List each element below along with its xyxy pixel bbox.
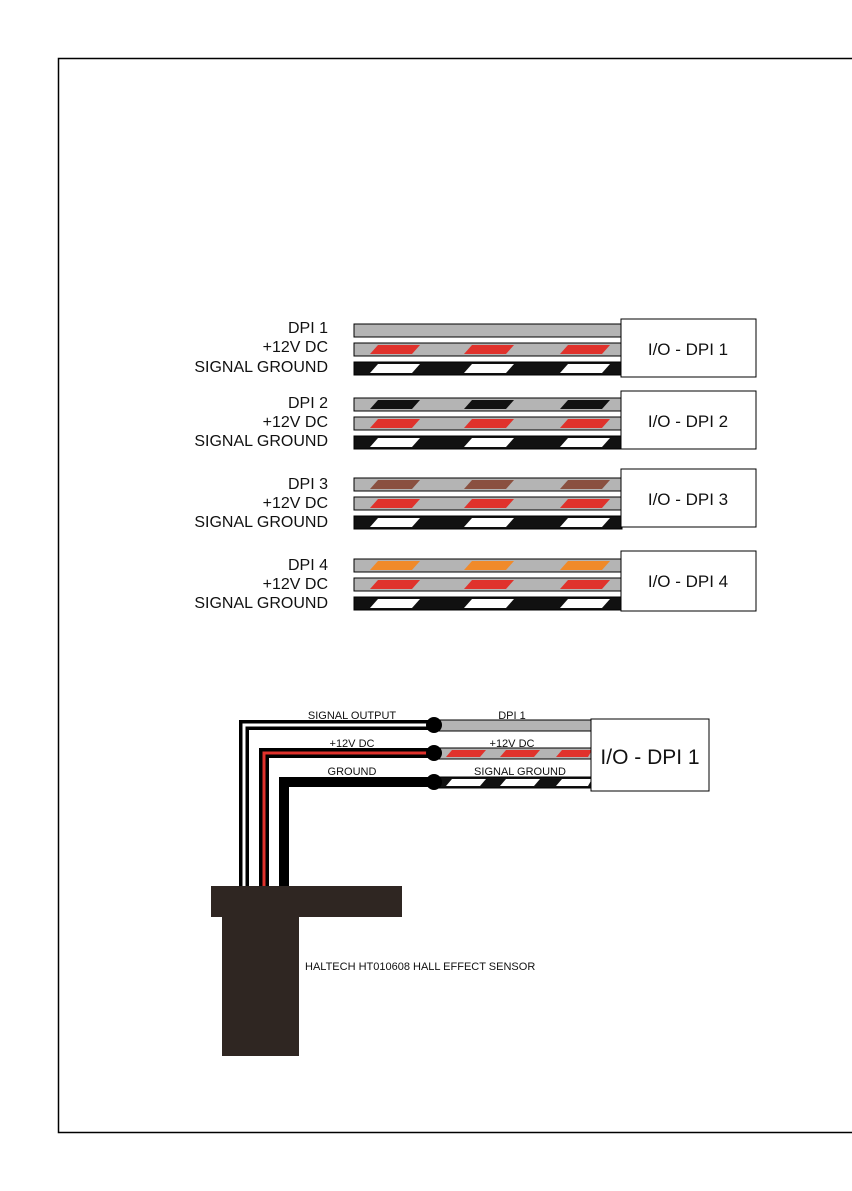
wire-stripe xyxy=(464,599,514,608)
wire-label-12v: +12V DC xyxy=(262,339,328,356)
wire-stripe xyxy=(560,518,610,527)
wire-stripe xyxy=(370,438,420,447)
wire-dpi-1 xyxy=(354,324,622,337)
wire-label-12v: +12V DC xyxy=(262,495,328,512)
wire-label-12v: +12V DC xyxy=(262,414,328,431)
wire-label-signal-ground: SIGNAL GROUND xyxy=(194,433,328,450)
wire-stripe xyxy=(464,438,514,447)
wire-label-signal-ground: SIGNAL GROUND xyxy=(194,595,328,612)
wire-stripe xyxy=(556,779,592,786)
io-box-label: I/O - DPI 2 xyxy=(647,412,729,431)
wire-stripe xyxy=(464,561,514,570)
wire-stripe xyxy=(560,400,610,409)
io-box-label: I/O - DPI 3 xyxy=(647,490,729,509)
label-12v-right: +12V DC xyxy=(489,738,535,750)
label-ground: GROUND xyxy=(327,766,377,778)
junction-dot xyxy=(426,774,442,790)
wire-stripe xyxy=(500,779,540,786)
wire-stripe xyxy=(370,580,420,589)
wire-stripe xyxy=(560,599,610,608)
wire-label-12v: +12V DC xyxy=(262,576,328,593)
wire-stripe xyxy=(560,438,610,447)
wire-stripe xyxy=(560,419,610,428)
wire-stripe xyxy=(446,779,486,786)
sensor-body xyxy=(222,917,299,1056)
wire-stripe xyxy=(556,750,592,757)
wire-stripe xyxy=(370,364,420,373)
wire-label-dpi-2: DPI 2 xyxy=(287,395,328,412)
wire-label-dpi-1: DPI 1 xyxy=(287,320,328,337)
wire-stripe xyxy=(500,750,540,757)
wire-stripe xyxy=(560,364,610,373)
wire-group-dpi-3 xyxy=(194,469,756,531)
wire-stripe xyxy=(370,499,420,508)
sensor-flange xyxy=(211,886,402,917)
wire-stripe xyxy=(464,518,514,527)
wire-stripe xyxy=(446,750,486,757)
wire-stripe xyxy=(370,480,420,489)
wire-label-signal-ground: SIGNAL GROUND xyxy=(194,359,328,376)
wire-group-dpi-1 xyxy=(194,319,756,377)
wire-stripe xyxy=(464,480,514,489)
wire-group-dpi-4 xyxy=(194,551,756,612)
wire-stripe xyxy=(464,400,514,409)
wire-label-signal-ground: SIGNAL GROUND xyxy=(194,514,328,531)
wire-group-dpi-2 xyxy=(194,391,756,450)
label-signal-output: SIGNAL OUTPUT xyxy=(307,710,397,722)
wire-stripe xyxy=(464,364,514,373)
junction-dot xyxy=(426,745,442,761)
wire-stripe xyxy=(370,419,420,428)
wire-label-dpi-4: DPI 4 xyxy=(287,557,328,574)
wire-stripe xyxy=(464,499,514,508)
wire-stripe xyxy=(370,345,420,354)
junction-dot xyxy=(426,717,442,733)
wire-stripe xyxy=(370,599,420,608)
io-box-label: I/O - DPI 1 xyxy=(600,746,700,769)
io-box-label: I/O - DPI 1 xyxy=(647,340,729,359)
label-dpi-1: DPI 1 xyxy=(498,710,526,722)
wire-stripe xyxy=(560,580,610,589)
wire-stripe xyxy=(560,499,610,508)
wire-stripe xyxy=(560,480,610,489)
wire-stripe xyxy=(560,345,610,354)
wire-stripe xyxy=(464,580,514,589)
wire-stripe xyxy=(560,561,610,570)
sensor-wiring xyxy=(211,710,709,1056)
wire-stripe xyxy=(370,518,420,527)
label-12v-left: +12V DC xyxy=(329,738,375,750)
wire-stripe xyxy=(464,345,514,354)
wire-label-dpi-3: DPI 3 xyxy=(287,476,328,493)
sensor-caption: HALTECH HT010608 HALL EFFECT SENSOR xyxy=(305,961,536,973)
label-signal-ground: SIGNAL GROUND xyxy=(474,766,566,778)
wire-stripe xyxy=(370,400,420,409)
sensor-wire-ground xyxy=(284,782,434,888)
wire-stripe xyxy=(464,419,514,428)
io-box-label: I/O - DPI 4 xyxy=(647,572,729,591)
wire-stripe xyxy=(370,561,420,570)
